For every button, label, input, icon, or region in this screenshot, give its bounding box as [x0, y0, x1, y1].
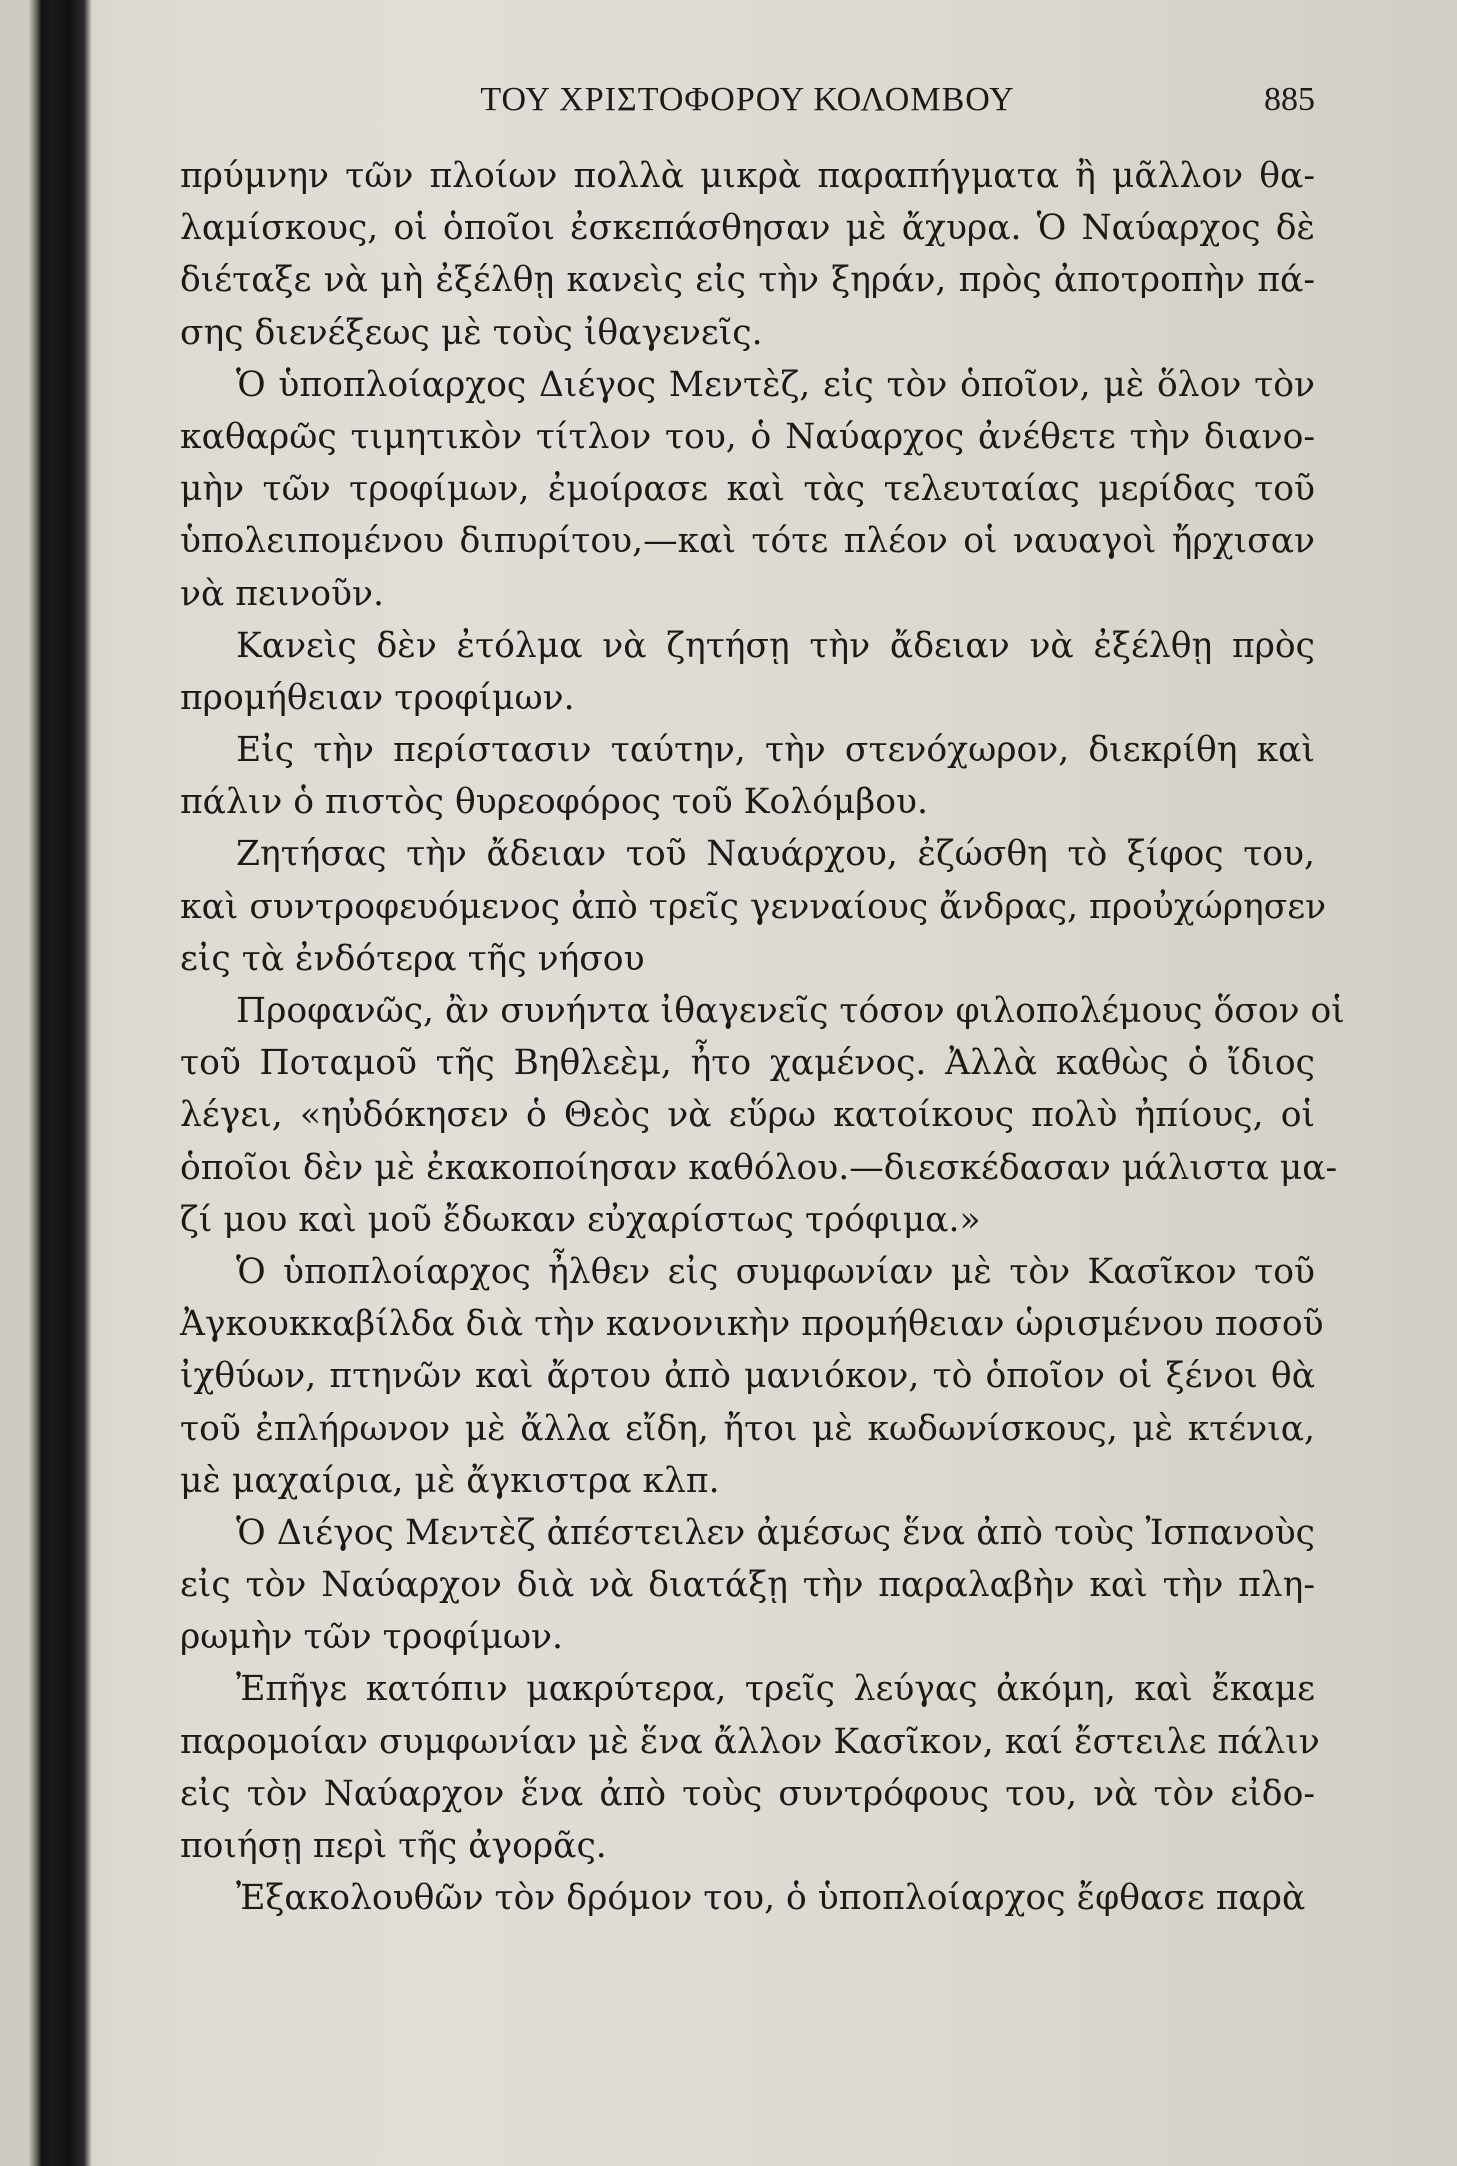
text-line: Ἐξακολουθῶν τὸν δρόμον του, ὁ ὑποπλοίαρχος ἔφθασε παρὰ [236, 1878, 1306, 1919]
page-header [180, 78, 1315, 122]
text-line: Ζητήσας τὴν ἄδειαν τοῦ Ναυάρχου, ἐζώσθη τὸ ξίφος του, [236, 834, 1315, 875]
text-line: εἰς τὸν Ναύαρχον διὰ νὰ διατάξῃ τὴν παραλαβὴν καὶ τὴν πλη- [180, 1565, 1315, 1606]
text-line: τοῦ ἐπλήρωνον μὲ ἄλλα εἴδη, ἤτοι μὲ κωδωνίσκους, μὲ κτένια, [180, 1408, 1315, 1449]
text-line: λαμίσκους, οἱ ὁποῖοι ἐσκεπάσθησαν μὲ ἄχυρα. Ὁ Ναύαρχος δὲ [180, 208, 1315, 249]
text-line: ρωμὴν τῶν τροφίμων. [180, 1617, 563, 1658]
text-line: τοῦ Ποταμοῦ τῆς Βηθλεὲμ, ἦτο χαμένος. Ἀλλὰ καθὼς ὁ ἴδιος [180, 1043, 1315, 1084]
text-line: Εἰς τὴν περίστασιν ταύτην, τὴν στενόχωρον, διεκρίθη καὶ [236, 730, 1315, 771]
text-line: παρομοίαν συμφωνίαν μὲ ἕνα ἄλλον Κασῖκον, καί ἔστειλε πάλιν [180, 1721, 1320, 1762]
text-line: ὁποῖοι δὲν μὲ ἐκακοποίησαν καθόλου.—διεσκέδασαν μάλιστα μα- [180, 1147, 1338, 1188]
text-line: Προφανῶς, ἂν συνήντα ἰθαγενεῖς τόσον φιλοπολέμους ὅσον οἱ [236, 991, 1345, 1031]
text-line: καὶ συντροφευόμενος ἀπὸ τρεῖς γενναίους ἄνδρας, προὐχώρησεν [180, 886, 1327, 927]
page-number: 885 [1264, 81, 1315, 118]
text-line: Ἀγκουκκαβίλδα διὰ τὴν κανονικὴν προμήθειαν ὡρισμένου ποσοῦ [180, 1304, 1324, 1345]
text-line: ἰχθύων, πτηνῶν καὶ ἄρτου ἀπὸ μανιόκον, τὸ ὁποῖον οἱ ξένοι θὰ [180, 1356, 1315, 1397]
text-line: ζί μου καὶ μοῦ ἔδωκαν εὐχαρίστως τρόφιμα.» [180, 1199, 981, 1240]
running-title: ΤΟΥ ΧΡΙΣΤΟΦΟΡΟΥ ΚΟΛΟΜΒΟΥ [480, 81, 1015, 118]
text-line: εἰς τὸν Ναύαρχον ἕνα ἀπὸ τοὺς συντρόφους του, νὰ τὸν εἰδο- [180, 1773, 1315, 1814]
text-line: Κανεὶς δὲν ἐτόλμα νὰ ζητήσῃ τὴν ἄδειαν νὰ ἐξέλθῃ πρὸς [236, 625, 1315, 666]
body-text [180, 150, 1345, 1924]
text-line: ποιήσῃ περὶ τῆς ἀγορᾶς. [180, 1826, 607, 1866]
text-line: μὴν τῶν τροφίμων, ἐμοίρασε καὶ τὰς τελευταίας μερίδας τοῦ [180, 469, 1315, 510]
text-line: ὑπολειπομένου διπυρίτου,—καὶ τότε πλέον οἱ ναυαγοὶ ἤρχισαν [180, 521, 1315, 562]
text-line: μὲ μαχαίρια, μὲ ἄγκιστρα κλπ. [180, 1460, 720, 1501]
text-line: νὰ πεινοῦν. [180, 573, 384, 614]
text-line: προμήθειαν τροφίμων. [180, 677, 575, 718]
book-gutter [0, 0, 52, 2166]
text-line: πρύμνην τῶν πλοίων πολλὰ μικρὰ παραπήγματα ἢ μᾶλλον θα- [180, 156, 1315, 196]
text-line: καθαρῶς τιμητικὸν τίτλον του, ὁ Ναύαρχος ἀνέθετε τὴν διανο- [180, 416, 1315, 457]
gutter-shadow [52, 0, 92, 2166]
text-line: Ὁ ὑποπλοίαρχος ἦλθεν εἰς συμφωνίαν μὲ τὸν Κασῖκον τοῦ [236, 1251, 1315, 1292]
text-line: λέγει, «ηὐδόκησεν ὁ Θεὸς νὰ εὕρω κατοίκους πολὺ ἠπίους, οἱ [180, 1095, 1315, 1136]
text-line: πάλιν ὁ πιστὸς θυρεοφόρος τοῦ Κολόμβου. [180, 782, 928, 823]
text-line: Ὁ Διέγος Μεντὲζ ἀπέστειλεν ἀμέσως ἕνα ἀπὸ τοὺς Ἰσπανοὺς [236, 1512, 1315, 1553]
text-line: Ἐπῆγε κατόπιν μακρύτερα, τρεῖς λεύγας ἀκόμη, καὶ ἔκαμε [236, 1669, 1315, 1710]
text-line: διέταξε νὰ μὴ ἐξέλθῃ κανεὶς εἰς τὴν ξηράν, πρὸς ἀποτροπὴν πά- [180, 260, 1315, 301]
text-line: Ὁ ὑποπλοίαρχος Διέγος Μεντὲζ, εἰς τὸν ὁποῖον, μὲ ὅλον τὸν [236, 364, 1315, 405]
text-line: εἰς τὰ ἐνδότερα τῆς νήσου [180, 938, 645, 979]
text-line: σης διενέξεως μὲ τοὺς ἰθαγενεῖς. [180, 312, 763, 353]
